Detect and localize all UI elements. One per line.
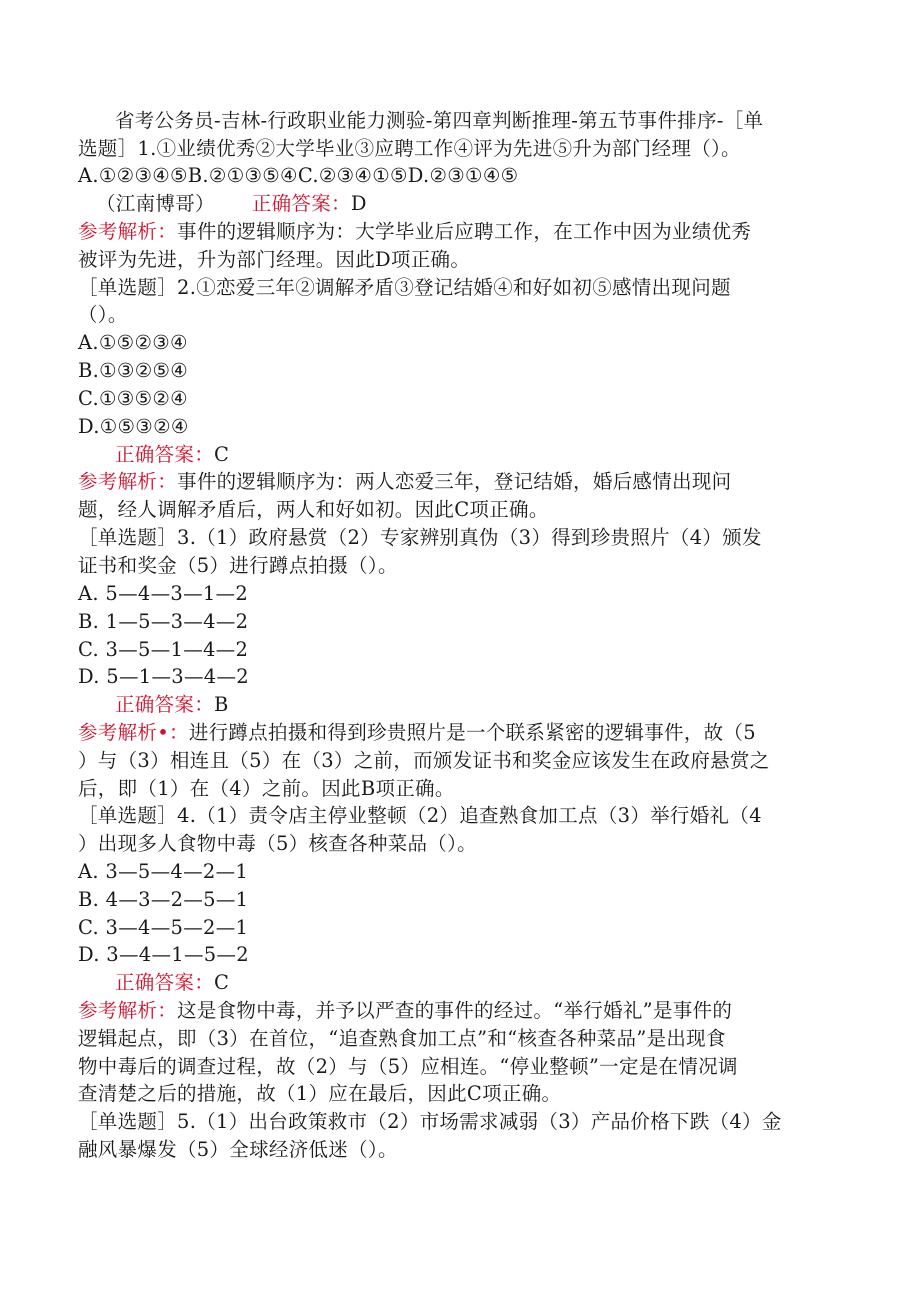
q4-option-c: C. 3—4—5—2—1 xyxy=(78,916,249,939)
q3-analysis-line-1: 参考解析•：进行蹲点拍摄和得到珍贵照片是一个联系紧密的逻辑事件，故（5 xyxy=(78,721,756,744)
analysis-label: 参考解析•： xyxy=(78,721,189,744)
q3-answer: B xyxy=(214,693,229,716)
q4-answer: C xyxy=(214,971,230,994)
q3-option-a: A. 5—4—3—1—2 xyxy=(78,582,249,605)
answer-label: 正确答案： xyxy=(251,192,351,215)
q3-stem-line-1: ［单选题］3.（1）政府悬赏（2）专家辨别真伪（3）得到珍贵照片（4）颁发 xyxy=(78,526,762,549)
analysis-label: 参考解析： xyxy=(78,470,178,493)
q4-analysis-line-3: 物中毒后的调查过程，故（2）与（5）应相连。“停业整顿”一定是在情况调 xyxy=(78,1055,738,1078)
q1-analysis-line-2: 被评为先进，升为部门经理。因此D项正确。 xyxy=(78,248,471,271)
q3-option-b: B. 1—5—3—4—2 xyxy=(78,610,249,633)
answer-label: 正确答案： xyxy=(115,971,215,994)
q1-answer: D xyxy=(350,192,367,215)
q2-stem-line-2: （）。 xyxy=(78,303,128,326)
q3-option-d: D. 5—1—3—4—2 xyxy=(78,665,249,688)
q4-analysis-line-2: 逻辑起点，即（3）在首位，“追查熟食加工点”和“核查各种菜品”是出现食 xyxy=(78,1027,726,1050)
q4-option-d: D. 3—4—1—5—2 xyxy=(78,943,249,966)
q3-option-c: C. 3—5—1—4—2 xyxy=(78,638,249,661)
q4-option-b: B. 4—3—2—5—1 xyxy=(78,888,249,911)
source-note: （江南博哥） xyxy=(96,192,215,215)
q2-stem-line-1: ［单选题］2.①恋爱三年②调解矛盾③登记结婚④和好如初⑤感情出现问题 xyxy=(78,276,731,299)
answer-label: 正确答案： xyxy=(115,693,215,716)
header-line-1: 省考公务员-吉林-行政职业能力测验-第四章判断推理-第五节事件排序-［单 xyxy=(115,109,764,132)
q2-analysis-line-2: 题，经人调解矛盾后，两人和好如初。因此C项正确。 xyxy=(78,498,549,521)
q4-option-a: A. 3—5—4—2—1 xyxy=(78,860,249,883)
q4-analysis-line-4: 查清楚之后的措施，故（1）应在最后，因此C项正确。 xyxy=(78,1082,562,1105)
q1-analysis-line-1: 参考解析：事件的逻辑顺序为：大学毕业后应聘工作，在工作中因为业绩优秀 xyxy=(78,220,752,243)
q5-stem-line-2: 融风暴爆发（5）全球经济低迷（）。 xyxy=(78,1138,398,1161)
q2-answer-line xyxy=(115,441,229,469)
q3-answer-line xyxy=(115,691,229,719)
q2-option-b: B.①③②⑤④ xyxy=(78,359,189,382)
q2-option-a: A.①⑤②③④ xyxy=(78,331,188,354)
q4-answer-line xyxy=(115,969,229,997)
q2-answer: C xyxy=(214,443,230,466)
q2-option-c: C.①③⑤②④ xyxy=(78,387,188,410)
q2-analysis-line-1: 参考解析：事件的逻辑顺序为：两人恋爱三年，登记结婚，婚后感情出现问 xyxy=(78,470,732,493)
q4-stem-line-2: ）出现多人食物中毒（5）核查各种菜品（）。 xyxy=(78,832,477,855)
q1-answer-line xyxy=(96,190,367,218)
analysis-label: 参考解析： xyxy=(78,999,178,1022)
q4-stem-line-1: ［单选题］4.（1）责令店主停业整顿（2）追查熟食加工点（3）举行婚礼（4 xyxy=(78,804,762,827)
analysis-label: 参考解析： xyxy=(78,220,178,243)
q1-options: A.①②③④⑤B.②①③⑤④C.②③④①⑤D.②③①④⑤ xyxy=(78,164,519,187)
q3-stem-line-2: 证书和奖金（5）进行蹲点拍摄（）。 xyxy=(78,554,398,577)
header-line-2: 选题］1.①业绩优秀②大学毕业③应聘工作④评为先进⑤升为部门经理（）。 xyxy=(78,137,741,160)
q4-analysis-line-1: 参考解析：这是食物中毒，并予以严查的事件的经过。“举行婚礼”是事件的 xyxy=(78,999,733,1022)
answer-label: 正确答案： xyxy=(115,443,215,466)
q2-option-d: D.①⑤③②④ xyxy=(78,415,189,438)
q3-analysis-line-3: 后，即（1）在（4）之前。因此B项正确。 xyxy=(78,777,455,800)
q3-analysis-line-2: ）与（3）相连且（5）在（3）之前，而颁发证书和奖金应该发生在政府悬赏之 xyxy=(78,749,770,772)
q5-stem-line-1: ［单选题］5.（1）出台政策救市（2）市场需求减弱（3）产品价格下跌（4）金 xyxy=(78,1110,782,1133)
